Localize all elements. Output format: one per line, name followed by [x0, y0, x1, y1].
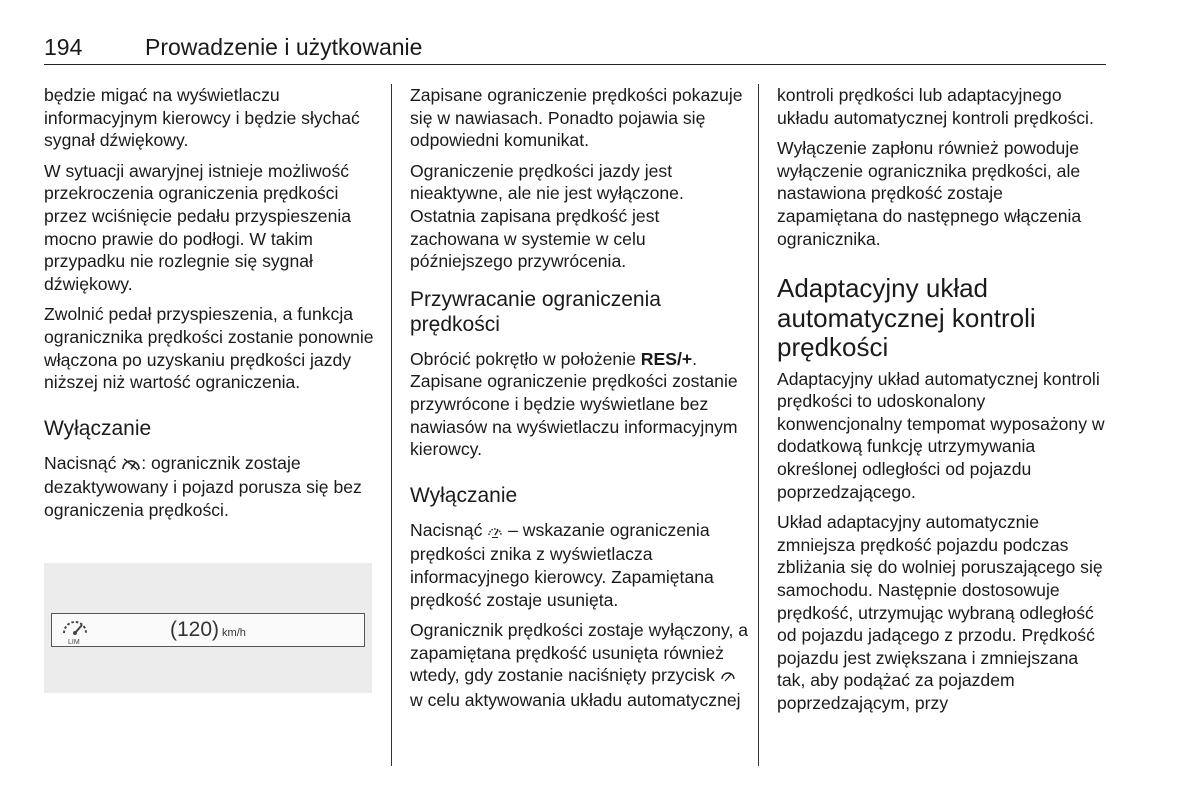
- paragraph: Adaptacyjny układ automatycznej kontroli prędkości to udoskonalony konwencjonalny tempomat wyposażony w dodatkową funkcję utrzymywania określonej odległości od pojazdu poprzedzającego.: [777, 368, 1105, 502]
- column-divider-1: [391, 84, 392, 766]
- paragraph: będzie migać na wyświetlaczu informacyjnym kierowcy i będzie słychać sygnał dźwiękowy.: [44, 85, 360, 151]
- section-heading-przywracanie: Przywracanie ograniczenia prędkości: [410, 287, 661, 336]
- speed-limiter-icon: [487, 521, 503, 544]
- svg-text:LIM: LIM: [68, 639, 80, 645]
- page-header: [44, 32, 1106, 65]
- column-divider-2: [758, 84, 759, 766]
- cruise-control-icon: [720, 666, 736, 689]
- section-heading-wylaczanie: Wyłączanie: [410, 483, 518, 507]
- paragraph: W sytuacji awaryjnej istnieje możliwość przekroczenia ograniczenia prędkości przez wciśnięcie pedału przyspieszenia mocno prawie do podłogi. W takim przypadku nie rozlegnie się sygnał dźwiękowy.: [44, 160, 352, 294]
- speed-unit: km/h: [222, 627, 246, 639]
- paragraph: Obrócić pokrętło w położenie RES/+. Zapisane ograniczenie prędkości zostanie przywrócone i będzie wyświetlane bez nawiasów na wyświetlaczu informacyjnym kierowcy.: [410, 348, 738, 460]
- paragraph: Zapisane ograniczenie prędkości pokazuje się w nawiasach. Ponadto pojawia się odpowiedni komunikat.: [410, 85, 743, 151]
- driver-info-display-illustration: [44, 563, 372, 693]
- paragraph: Nacisnąć : ogranicznik zostaje dezaktywowany i pojazd porusza się bez ograniczenia prędkości.: [44, 452, 362, 520]
- page-title: Prowadzenie i użytkowanie: [145, 34, 423, 60]
- paragraph: Ogranicznik prędkości zostaje wyłączony, a zapamiętana prędkość usunięta również wtedy, gdy zostanie naciśnięty przycisk w celu aktywowania układu automatycznej: [410, 620, 749, 710]
- column-3: [777, 84, 1107, 723]
- paragraph: Ograniczenie prędkości jazdy jest nieaktywne, ale nie jest wyłączone. Ostatnia zapisana prędkość jest zachowana w systemie w celu późniejszego przywrócenia.: [410, 160, 684, 272]
- speed-limiter-lim-icon: [58, 615, 92, 645]
- section-heading-adaptacyjny: Adaptacyjny układ automatycznej kontroli prędkości: [777, 273, 1036, 363]
- stored-speed-readout: (120) km/h: [170, 618, 246, 641]
- page-number: 194: [44, 34, 83, 60]
- res-plus-label: RES/+: [640, 348, 693, 369]
- column-2: [410, 84, 750, 719]
- section-heading-wylaczanie: Wyłączanie: [44, 416, 152, 440]
- paragraph: Wyłączenie zapłonu również powoduje wyłączenie ogranicznika prędkości, ale nastawiona prędkość zostaje zapamiętana do następnego włączenia ogranicznika.: [777, 138, 1082, 249]
- paragraph: Nacisnąć – wskazanie ograniczenia prędkości znika z wyświetlacza informacyjnego kierowcy. Zapamiętana prędkość zostaje usunięta.: [410, 519, 714, 610]
- paragraph: Układ adaptacyjny automatycznie zmniejsza prędkość pojazdu podczas zbliżania się do wolniej poruszającego się samochodu. Następnie dostosowuje prędkość, utrzymując wybraną odległość od pojazdu jadącego z przodu. Prędkość pojazdu jest zwiększana i zmniejszana tak, aby podążać za pojazdem poprzedzającym, przy: [777, 512, 1103, 713]
- column-1: [44, 84, 379, 530]
- display-screen: [51, 613, 365, 647]
- paragraph: kontroli prędkości lub adaptacyjnego układu automatycznej kontroli prędkości.: [777, 85, 1094, 128]
- speed-limiter-off-icon: [121, 454, 141, 477]
- paragraph: Zwolnić pedał przyspieszenia, a funkcja ogranicznika prędkości zostanie ponownie włączona po uzyskaniu prędkości jazdy niższej niż wartość ograniczenia.: [44, 304, 374, 393]
